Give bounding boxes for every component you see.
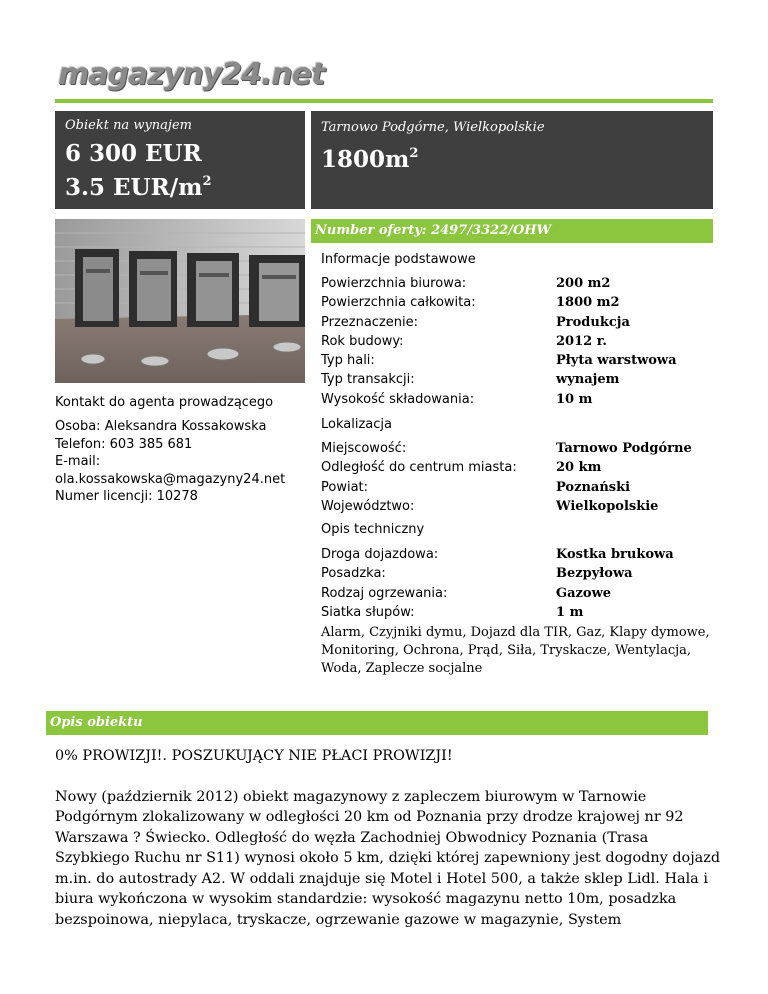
description-body [55,746,725,950]
location-label: Tarnowo Podgórne, Wielkopolskie [321,120,545,135]
description-paragraph: 0% PROWIZJI!. POSZUKUJĄCY NIE PŁACI PROWIZJI! [55,748,453,764]
site-logo[interactable]: magazyny24.net [58,57,325,92]
description-header: Opis obiektu [46,711,708,735]
basic-info-title: Informacje podstawowe [321,252,476,267]
offer-type: Obiekt na wynajem [65,118,192,133]
agent-contact [55,418,285,506]
features-list: Alarm, Czyjniki dymu, Dojazd dla TIR, Gaz, Klapy dymowe, Monitoring, Ochrona, Prąd, Siła, Tryskacze, Wentylacja, Woda, Zaplecze socjalne [321,625,710,676]
area: $1800m^2$ [321,146,419,173]
warehouse-photo [55,219,305,383]
price-per-m2: 3.5 EUR/$m^2$ [65,174,212,201]
technical-title: Opis techniczny [321,522,425,537]
price: 6 300 EUR [65,140,202,167]
price-box [55,111,305,209]
agent-name: Osoba: Aleksandra Kossakowska [55,419,267,434]
agent-email[interactable]: ola.kossakowska@magazyny24.net [55,471,286,487]
offer-number: Number oferty: 2497/3322/OHW [311,219,713,243]
agent-title: Kontakt do agenta prowadzącego [55,395,274,410]
location-box [311,111,713,209]
location-title: Lokalizacja [321,417,392,432]
agent-phone[interactable]: Telefon: 603 385 681 [55,436,193,452]
header-divider [55,99,713,103]
description-paragraph: Nowy (październik 2012) obiekt magazynowy z zapleczem biurowym w Tarnowie Podgórnym zlokalizowany w odległości 20 km od Poznania przy drodze krajowej nr 92 Warszawa ? Świecko. Odległość do węzła Zachodniej Obwodnicy Poznania (Trasa Szybkiego Ruchu nr S11) wynosi około 5 km, dzięki której zapewniony jest dogodny dojazd m.in. do autostrady A2. W oddali znajduje się Motel i Hotel 500, a także sklep Lidl. Hala i biura wykończona w wysokim standardzie: wysokość magazynu netto 10m, posadzka bezspoinowa, niepylaca, tryskacze, ogrzewanie gazowe w magazynie, System [55,788,721,928]
agent-license: Numer licencji: 10278 [55,489,198,504]
agent-email-label: E-mail: [55,454,101,469]
